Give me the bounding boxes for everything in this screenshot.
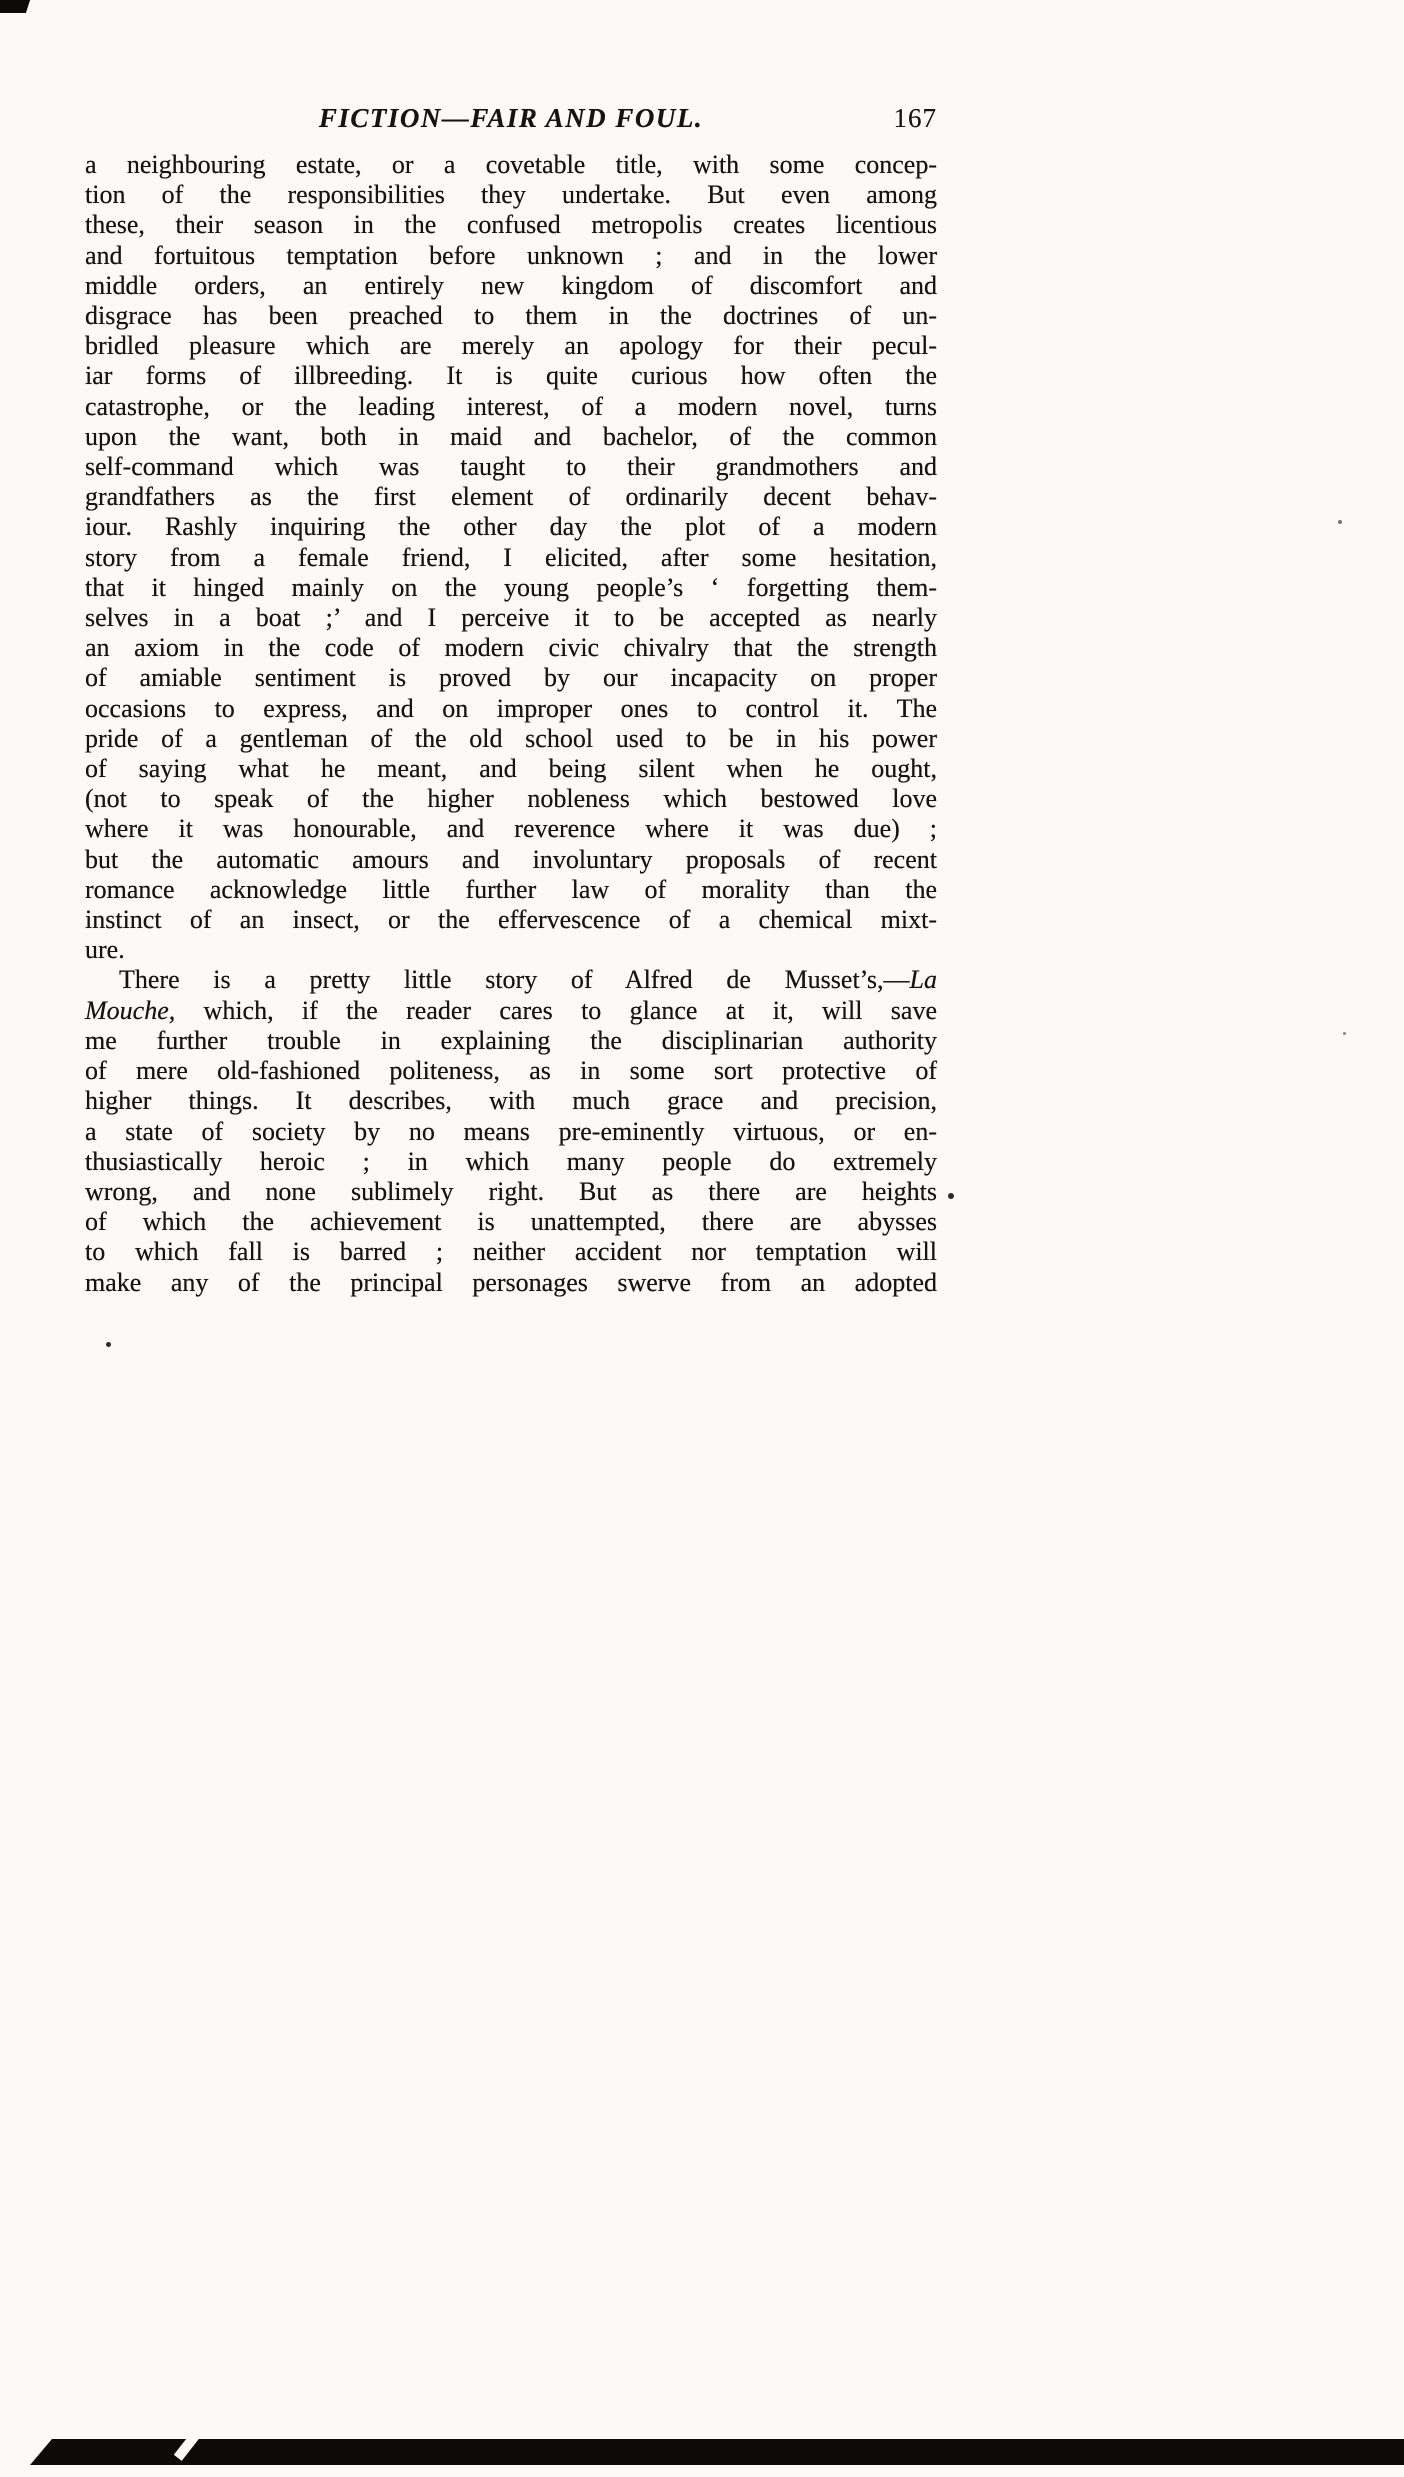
- paragraph: [85, 965, 937, 1297]
- text-run: higher things. It describes, with much grace and precision,: [85, 1086, 937, 1116]
- text-run: instinct of an insect, or the effervescence of a chemical mixt-: [85, 905, 937, 935]
- text-run: a state of society by no means pre-eminently virtuous, or en-: [85, 1116, 937, 1146]
- running-title: FICTION—FAIR AND FOUL.: [318, 103, 704, 133]
- text-line: [85, 512, 937, 542]
- text-line: [85, 965, 937, 995]
- scan-speck: [1338, 520, 1342, 524]
- page-number: 167: [893, 103, 937, 133]
- text-line: [85, 1056, 937, 1086]
- scan-artifact-bottom-bar: [30, 2439, 1404, 2465]
- text-run: make any of the principal personages swerve from an adopted: [85, 1267, 937, 1297]
- text-run: upon the want, both in maid and bachelor, of the common: [85, 421, 937, 451]
- scan-artifact-bar-notch: [174, 2431, 200, 2461]
- text-line: [85, 1147, 937, 1177]
- text-line: [85, 1207, 937, 1237]
- text-line: [85, 633, 937, 663]
- text-run: where it was honourable, and reverence where it was due) ;: [85, 814, 937, 844]
- text-run: these, their season in the confused metropolis creates licentious: [85, 210, 937, 240]
- text-line: [85, 271, 937, 301]
- text-line: [85, 241, 937, 271]
- text-run: iar forms of illbreeding. It is quite curious how often the: [85, 361, 937, 391]
- text-run: but the automatic amours and involuntary proposals of recent: [85, 844, 937, 874]
- text-run: middle orders, an entirely new kingdom of discomfort and: [85, 270, 937, 300]
- text-run: self-command which was taught to their grandmothers and: [85, 452, 937, 482]
- text-run: of amiable sentiment is proved by our incapacity on proper: [85, 663, 937, 693]
- text-line: [85, 935, 937, 965]
- text-line: [85, 422, 937, 452]
- text-line: [85, 301, 937, 331]
- text-line: [85, 1177, 937, 1207]
- text-run: thusiastically heroic ; in which many people do extremely: [85, 1146, 937, 1176]
- text-run: a neighbouring estate, or a covetable title, with some concep-: [85, 150, 937, 179]
- text-run: which, if the reader cares to glance at it, will save: [175, 995, 937, 1025]
- text-run: an axiom in the code of modern civic chivalry that the strength: [85, 633, 937, 663]
- text-line: [85, 603, 937, 633]
- text-line: [85, 663, 937, 693]
- italic-text: Mouche,: [85, 995, 176, 1025]
- text-line: [85, 331, 937, 361]
- text-line: [85, 1237, 937, 1267]
- text-run: ure.: [85, 935, 125, 965]
- text-run: catastrophe, or the leading interest, of a modern novel, turns: [85, 391, 937, 421]
- text-run: grandfathers as the first element of ordinarily decent behav-: [85, 482, 937, 512]
- text-line: [85, 180, 937, 210]
- body-text: [85, 150, 937, 1298]
- text-run: There is a pretty little story of Alfred de Musset’s,—: [119, 965, 910, 995]
- scan-speck: [1343, 1032, 1346, 1035]
- text-line: [85, 543, 937, 573]
- scan-artifact-top-left: [0, 0, 30, 13]
- text-run: occasions to express, and on improper ones to control it. The: [85, 693, 937, 723]
- text-line: [85, 573, 937, 603]
- text-line: [85, 905, 937, 935]
- page-header: [85, 103, 937, 139]
- text-run: wrong, and none sublimely right. But as there are heights: [85, 1176, 937, 1206]
- text-run: disgrace has been preached to them in the doctrines of un-: [85, 301, 937, 331]
- text-run: and fortuitous temptation before unknown ; and in the lower: [85, 240, 937, 270]
- text-line: [85, 1117, 937, 1147]
- text-run: romance acknowledge little further law of morality than the: [85, 874, 937, 904]
- text-run: bridled pleasure which are merely an apology for their pecul-: [85, 331, 937, 361]
- text-line: [85, 1086, 937, 1116]
- text-line: [85, 452, 937, 482]
- text-line: [85, 482, 937, 512]
- text-line: [85, 996, 937, 1026]
- text-line: [85, 392, 937, 422]
- scan-speck: [948, 1193, 954, 1199]
- scan-speck: [106, 1342, 111, 1347]
- text-run: of saying what he meant, and being silent when he ought,: [85, 754, 937, 784]
- paragraph: [85, 150, 937, 965]
- text-run: me further trouble in explaining the disciplinarian authority: [85, 1025, 937, 1055]
- text-line: [85, 724, 937, 754]
- text-run: of which the achievement is unattempted, there are abysses: [85, 1207, 937, 1237]
- italic-text: La: [909, 965, 937, 995]
- text-run: pride of a gentleman of the old school used to be in his power: [85, 723, 937, 753]
- text-line: [85, 875, 937, 905]
- text-run: story from a female friend, I elicited, after some hesitation,: [85, 542, 937, 572]
- text-line: [85, 845, 937, 875]
- text-run: to which fall is barred ; neither accident nor temptation will: [85, 1237, 937, 1267]
- text-line: [85, 1026, 937, 1056]
- text-run: of mere old-fashioned politeness, as in some sort protective of: [85, 1056, 937, 1086]
- text-line: [85, 1268, 937, 1298]
- text-line: [85, 754, 937, 784]
- text-run: that it hinged mainly on the young people’s ‘ forgetting them-: [85, 572, 937, 602]
- text-line: [85, 150, 937, 180]
- text-line: [85, 784, 937, 814]
- text-run: selves in a boat ;’ and I perceive it to be accepted as nearly: [85, 603, 937, 633]
- text-line: [85, 210, 937, 240]
- text-run: (not to speak of the higher nobleness which bestowed love: [85, 784, 937, 814]
- text-line: [85, 814, 937, 844]
- text-line: [85, 361, 937, 391]
- text-line: [85, 694, 937, 724]
- text-run: tion of the responsibilities they undertake. But even among: [85, 180, 937, 210]
- text-run: iour. Rashly inquiring the other day the plot of a modern: [85, 512, 937, 542]
